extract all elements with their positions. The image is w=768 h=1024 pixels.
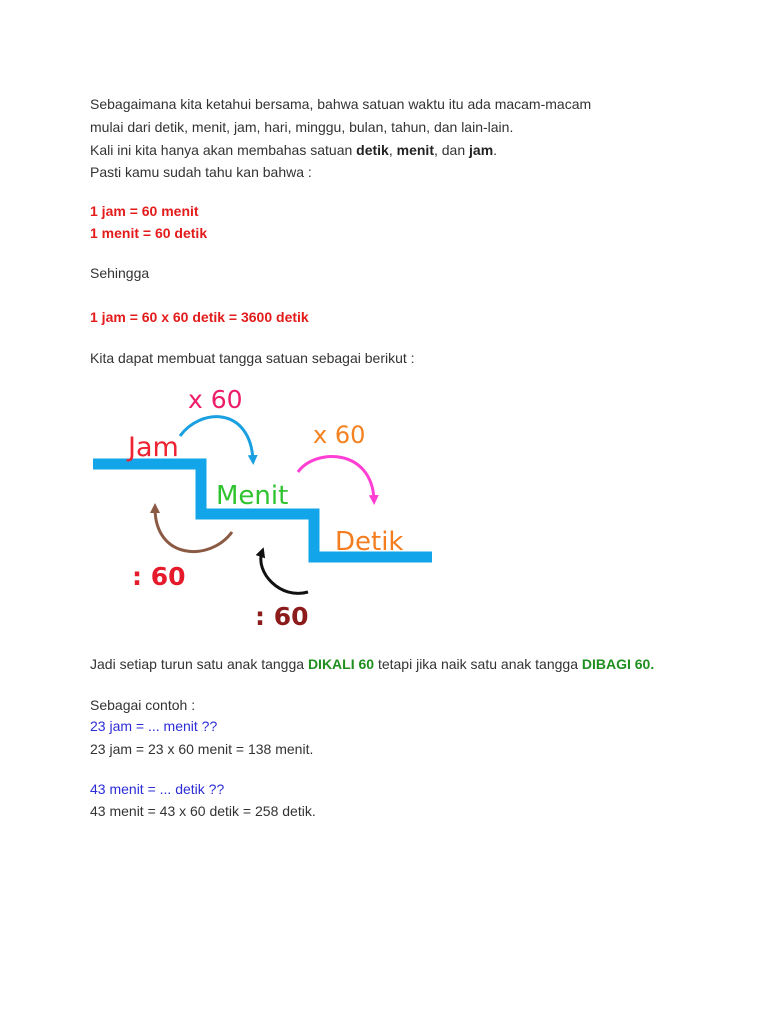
intro-line-2: mulai dari detik, menit, jam, hari, minggu, bulan, tahun, dan lain-lain. [90,119,514,135]
example-question-2: 43 menit = ... detik ?? [90,781,225,797]
arrow-down-jam-menit [180,417,253,460]
rule-mid: tetapi jika naik satu anak tangga [374,656,582,672]
rule-dikali: DIKALI 60 [307,656,375,672]
rule-dibagi: DIBAGI 60. [581,656,655,672]
example-question-1: 23 jam = ... menit ?? [90,718,218,734]
unit-menit-label: Menit [216,481,289,511]
arrow-down-menit-detik [298,457,374,500]
intro-line-1: Sebagaimana kita ketahui bersama, bahwa satuan waktu itu ada macam-macam [90,96,592,112]
intro-sep-2: , dan [433,142,470,158]
bold-detik: detik [356,142,389,158]
bold-jam: jam [469,142,494,158]
divide-label-1: : 60 [132,562,186,591]
unit-jam-label: Jam [128,432,179,463]
multiply-label-2: x 60 [313,421,366,449]
result-jam-detik: 1 jam = 60 x 60 detik = 3600 detik [90,309,309,325]
example-answer-2: 43 menit = 43 x 60 detik = 258 detik. [90,803,316,819]
sehingga-text: Sehingga [90,265,150,281]
intro-sep-1: , [388,142,397,158]
fact-jam-menit: 1 jam = 60 menit [90,203,199,219]
example-label: Sebagai contoh : [90,697,196,713]
intro-suffix: . [493,142,498,158]
rule-prefix: Jadi setiap turun satu anak tangga [90,656,308,672]
intro-line-3-prefix: Kali ini kita hanya akan membahas satuan [90,142,357,158]
multiply-label-1: x 60 [188,385,243,414]
fact-menit-detik: 1 menit = 60 detik [90,225,208,241]
arrow-up-detik-menit [261,552,308,593]
bold-menit: menit [396,142,434,158]
rule-line [90,653,654,675]
unit-detik-label: Detik [335,527,404,557]
stair-intro: Kita dapat membuat tangga satuan sebagai berikut : [90,350,415,366]
intro-line-3 [90,139,497,161]
unit-stair-diagram [0,372,460,637]
example-answer-1: 23 jam = 23 x 60 menit = 138 menit. [90,741,314,757]
divide-label-2: : 60 [255,602,309,631]
intro-line-4: Pasti kamu sudah tahu kan bahwa : [90,164,312,180]
